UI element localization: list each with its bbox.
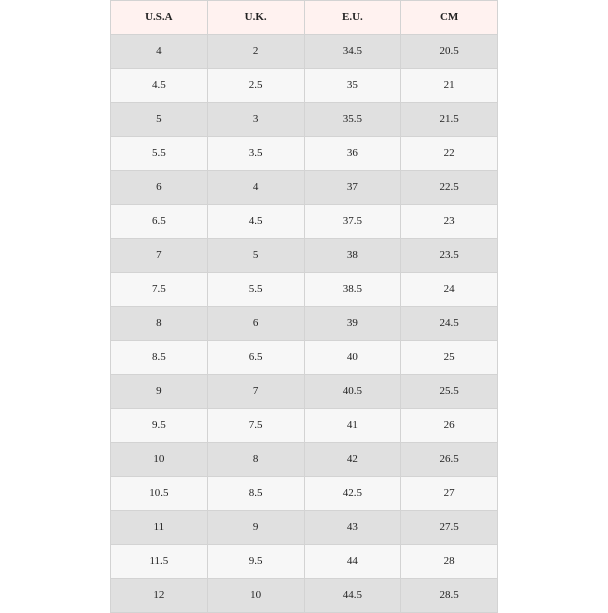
size-cell-uk: 2 [207,35,304,69]
size-cell-eu: 42.5 [304,477,401,511]
size-cell-uk: 5.5 [207,273,304,307]
size-cell-usa: 7 [111,239,208,273]
size-cell-usa: 7.5 [111,273,208,307]
size-cell-usa: 11 [111,511,208,545]
header-cell-eu: E.U. [304,1,401,35]
table-row [111,69,498,103]
size-cell-eu: 34.5 [304,35,401,69]
size-cell-usa: 5 [111,103,208,137]
size-cell-cm: 24.5 [401,307,498,341]
table-row [111,35,498,69]
size-cell-eu: 36 [304,137,401,171]
size-cell-uk: 7.5 [207,409,304,443]
size-cell-cm: 26.5 [401,443,498,477]
size-cell-eu: 44 [304,545,401,579]
size-cell-cm: 22.5 [401,171,498,205]
table-row [111,171,498,205]
size-cell-eu: 44.5 [304,579,401,613]
table-row [111,307,498,341]
size-cell-eu: 40 [304,341,401,375]
size-cell-uk: 3.5 [207,137,304,171]
header-cell-usa: U.S.A [111,1,208,35]
size-cell-uk: 10 [207,579,304,613]
size-cell-cm: 23 [401,205,498,239]
table-row [111,511,498,545]
size-cell-eu: 41 [304,409,401,443]
header-cell-cm: CM [401,1,498,35]
size-cell-uk: 8 [207,443,304,477]
size-cell-eu: 39 [304,307,401,341]
size-cell-uk: 2.5 [207,69,304,103]
table-row [111,409,498,443]
size-cell-eu: 38 [304,239,401,273]
size-cell-usa: 10 [111,443,208,477]
size-chart-body [111,35,498,613]
size-cell-usa: 9 [111,375,208,409]
size-cell-cm: 21 [401,69,498,103]
size-cell-uk: 6 [207,307,304,341]
table-row [111,375,498,409]
size-cell-cm: 24 [401,273,498,307]
size-cell-cm: 28 [401,545,498,579]
size-cell-eu: 40.5 [304,375,401,409]
table-row [111,103,498,137]
size-cell-usa: 5.5 [111,137,208,171]
size-cell-cm: 20.5 [401,35,498,69]
size-cell-uk: 4 [207,171,304,205]
size-cell-cm: 25.5 [401,375,498,409]
table-row [111,579,498,613]
header-cell-uk: U.K. [207,1,304,35]
size-cell-usa: 8.5 [111,341,208,375]
table-row [111,239,498,273]
size-cell-cm: 27.5 [401,511,498,545]
table-row [111,137,498,171]
size-cell-uk: 7 [207,375,304,409]
size-cell-eu: 42 [304,443,401,477]
size-cell-uk: 4.5 [207,205,304,239]
size-cell-cm: 23.5 [401,239,498,273]
size-cell-uk: 6.5 [207,341,304,375]
size-cell-uk: 5 [207,239,304,273]
size-cell-eu: 35 [304,69,401,103]
size-cell-usa: 6.5 [111,205,208,239]
table-row [111,341,498,375]
size-cell-usa: 6 [111,171,208,205]
size-cell-usa: 9.5 [111,409,208,443]
table-row [111,477,498,511]
size-cell-eu: 37 [304,171,401,205]
size-cell-cm: 26 [401,409,498,443]
size-cell-eu: 37.5 [304,205,401,239]
size-cell-usa: 11.5 [111,545,208,579]
size-cell-eu: 35.5 [304,103,401,137]
size-cell-usa: 8 [111,307,208,341]
size-cell-uk: 9.5 [207,545,304,579]
size-chart-header [111,1,498,35]
size-cell-cm: 27 [401,477,498,511]
shoe-size-chart-table [110,0,498,613]
size-cell-usa: 10.5 [111,477,208,511]
table-row [111,273,498,307]
header-row [111,1,498,35]
table-row [111,443,498,477]
table-row [111,545,498,579]
size-cell-uk: 9 [207,511,304,545]
size-cell-cm: 25 [401,341,498,375]
size-cell-usa: 4.5 [111,69,208,103]
size-cell-cm: 21.5 [401,103,498,137]
size-cell-cm: 22 [401,137,498,171]
size-cell-usa: 12 [111,579,208,613]
table-row [111,205,498,239]
size-cell-uk: 8.5 [207,477,304,511]
size-cell-eu: 43 [304,511,401,545]
size-cell-uk: 3 [207,103,304,137]
size-cell-usa: 4 [111,35,208,69]
size-cell-cm: 28.5 [401,579,498,613]
size-cell-eu: 38.5 [304,273,401,307]
